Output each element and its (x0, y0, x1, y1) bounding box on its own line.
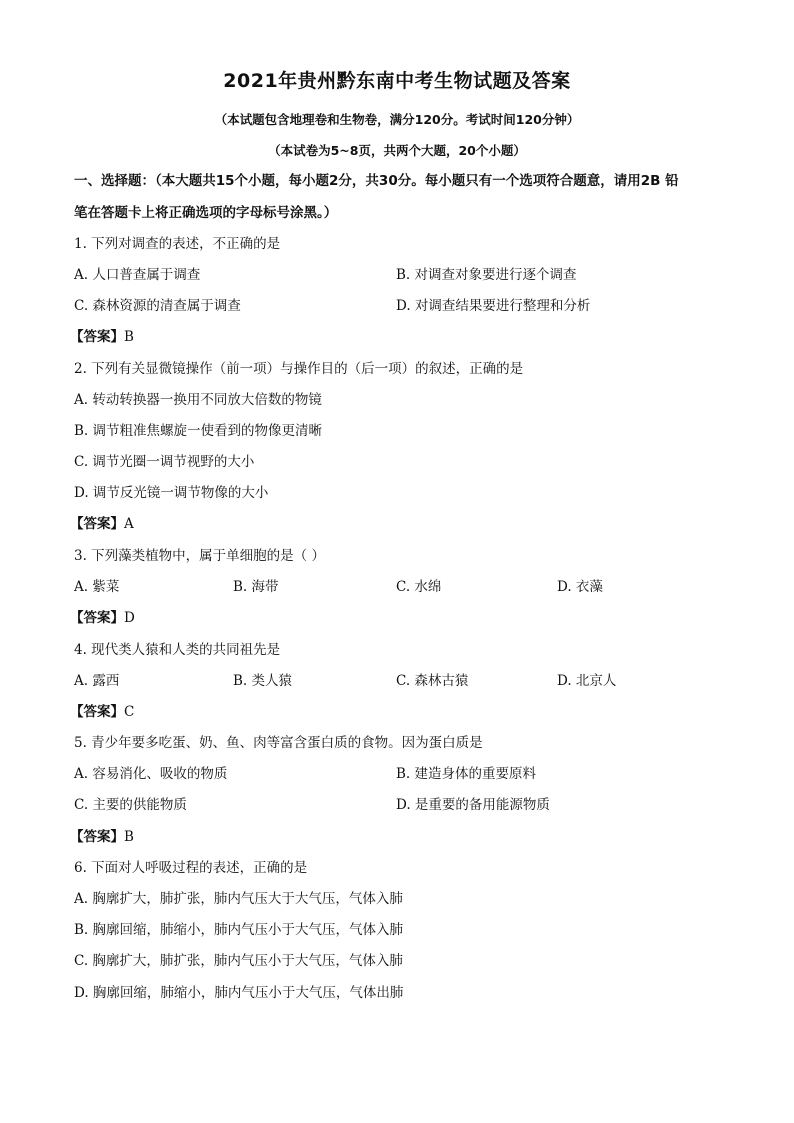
option-b: B. 胸廓回缩，肺缩小，肺内气压小于大气压，气体入肺 (74, 922, 404, 938)
answer-value: B (124, 329, 134, 345)
page-title: 2021年贵州黔东南中考生物试题及答案 (223, 70, 571, 92)
option-c: C. 胸廓扩大，肺扩张，肺内气压小于大气压，气体入肺 (74, 953, 403, 969)
option-d: D. 是重要的备用能源物质 (396, 797, 550, 813)
answer-label: 【答案】 (70, 829, 124, 845)
answer-label: 【答案】 (70, 516, 124, 532)
answer-line (70, 514, 134, 534)
answer-value: B (124, 829, 134, 845)
option-b: B. 海带 (233, 579, 279, 595)
option-d: D. 对调查结果要进行整理和分析 (396, 298, 591, 314)
question-stem: 4. 现代类人猿和人类的共同祖先是 (74, 642, 281, 658)
option-b: B. 类人猿 (233, 673, 293, 689)
option-b: B. 建造身体的重要原料 (396, 766, 537, 782)
answer-line (70, 827, 134, 847)
answer-line (70, 327, 134, 347)
option-d: D. 衣藻 (557, 579, 603, 595)
answer-label: 【答案】 (70, 610, 124, 626)
option-a: A. 紫菜 (74, 579, 120, 595)
option-a: A. 露西 (74, 673, 120, 689)
option-a: A. 胸廓扩大，肺扩张，肺内气压大于大气压，气体入肺 (74, 891, 403, 907)
option-c: C. 森林资源的清查属于调查 (74, 298, 241, 314)
option-c: C. 水绵 (396, 579, 442, 595)
question-stem: 6. 下面对人呼吸过程的表述，正确的是 (74, 860, 308, 876)
option-b: B. 对调查对象要进行逐个调查 (396, 267, 577, 283)
section-instruction: 笔在答题卡上将正确选项的字母标号涂黑。） (74, 205, 338, 221)
answer-value: A (124, 516, 134, 532)
option-a: A. 转动转换器一换用不同放大倍数的物镜 (74, 392, 322, 408)
option-c: C. 主要的供能物质 (74, 797, 187, 813)
question-stem: 5. 青少年要多吃蛋、奶、鱼、肉等富含蛋白质的食物。因为蛋白质是 (74, 735, 483, 751)
answer-value: C (124, 704, 135, 720)
option-a: A. 人口普查属于调查 (74, 267, 201, 283)
answer-label: 【答案】 (70, 329, 124, 345)
question-stem: 1. 下列对调查的表述，不正确的是 (74, 236, 281, 252)
option-c: C. 森林古猿 (396, 673, 469, 689)
option-b: B. 调节粗准焦螺旋一使看到的物像更清晰 (74, 423, 323, 439)
option-c: C. 调节光圈一调节视野的大小 (74, 454, 255, 470)
question-stem: 3. 下列藻类植物中，属于单细胞的是（ ） (74, 548, 325, 564)
answer-label: 【答案】 (70, 704, 124, 720)
option-d: D. 北京人 (557, 673, 617, 689)
option-a: A. 容易消化、吸收的物质 (74, 766, 228, 782)
option-d: D. 调节反光镜一调节物像的大小 (74, 485, 269, 501)
answer-value: D (124, 610, 135, 626)
answer-line (70, 702, 134, 722)
subtitle-scope: （本试卷为5~8页，共两个大题，20个小题） (268, 143, 526, 158)
question-stem: 2. 下列有关显微镜操作（前一项）与操作目的（后一项）的叙述，正确的是 (74, 361, 524, 377)
answer-line (70, 608, 135, 628)
option-d: D. 胸廓回缩，肺缩小，肺内气压小于大气压，气体出肺 (74, 985, 404, 1001)
subtitle-scoring: （本试题包含地理卷和生物卷，满分120分。考试时间120分钟） (214, 112, 580, 127)
section-heading: 一、选择题：（本大题共15个小题，每小题2分，共30分。每小题只有一个选项符合题意，请用2B 铅 (74, 173, 679, 189)
